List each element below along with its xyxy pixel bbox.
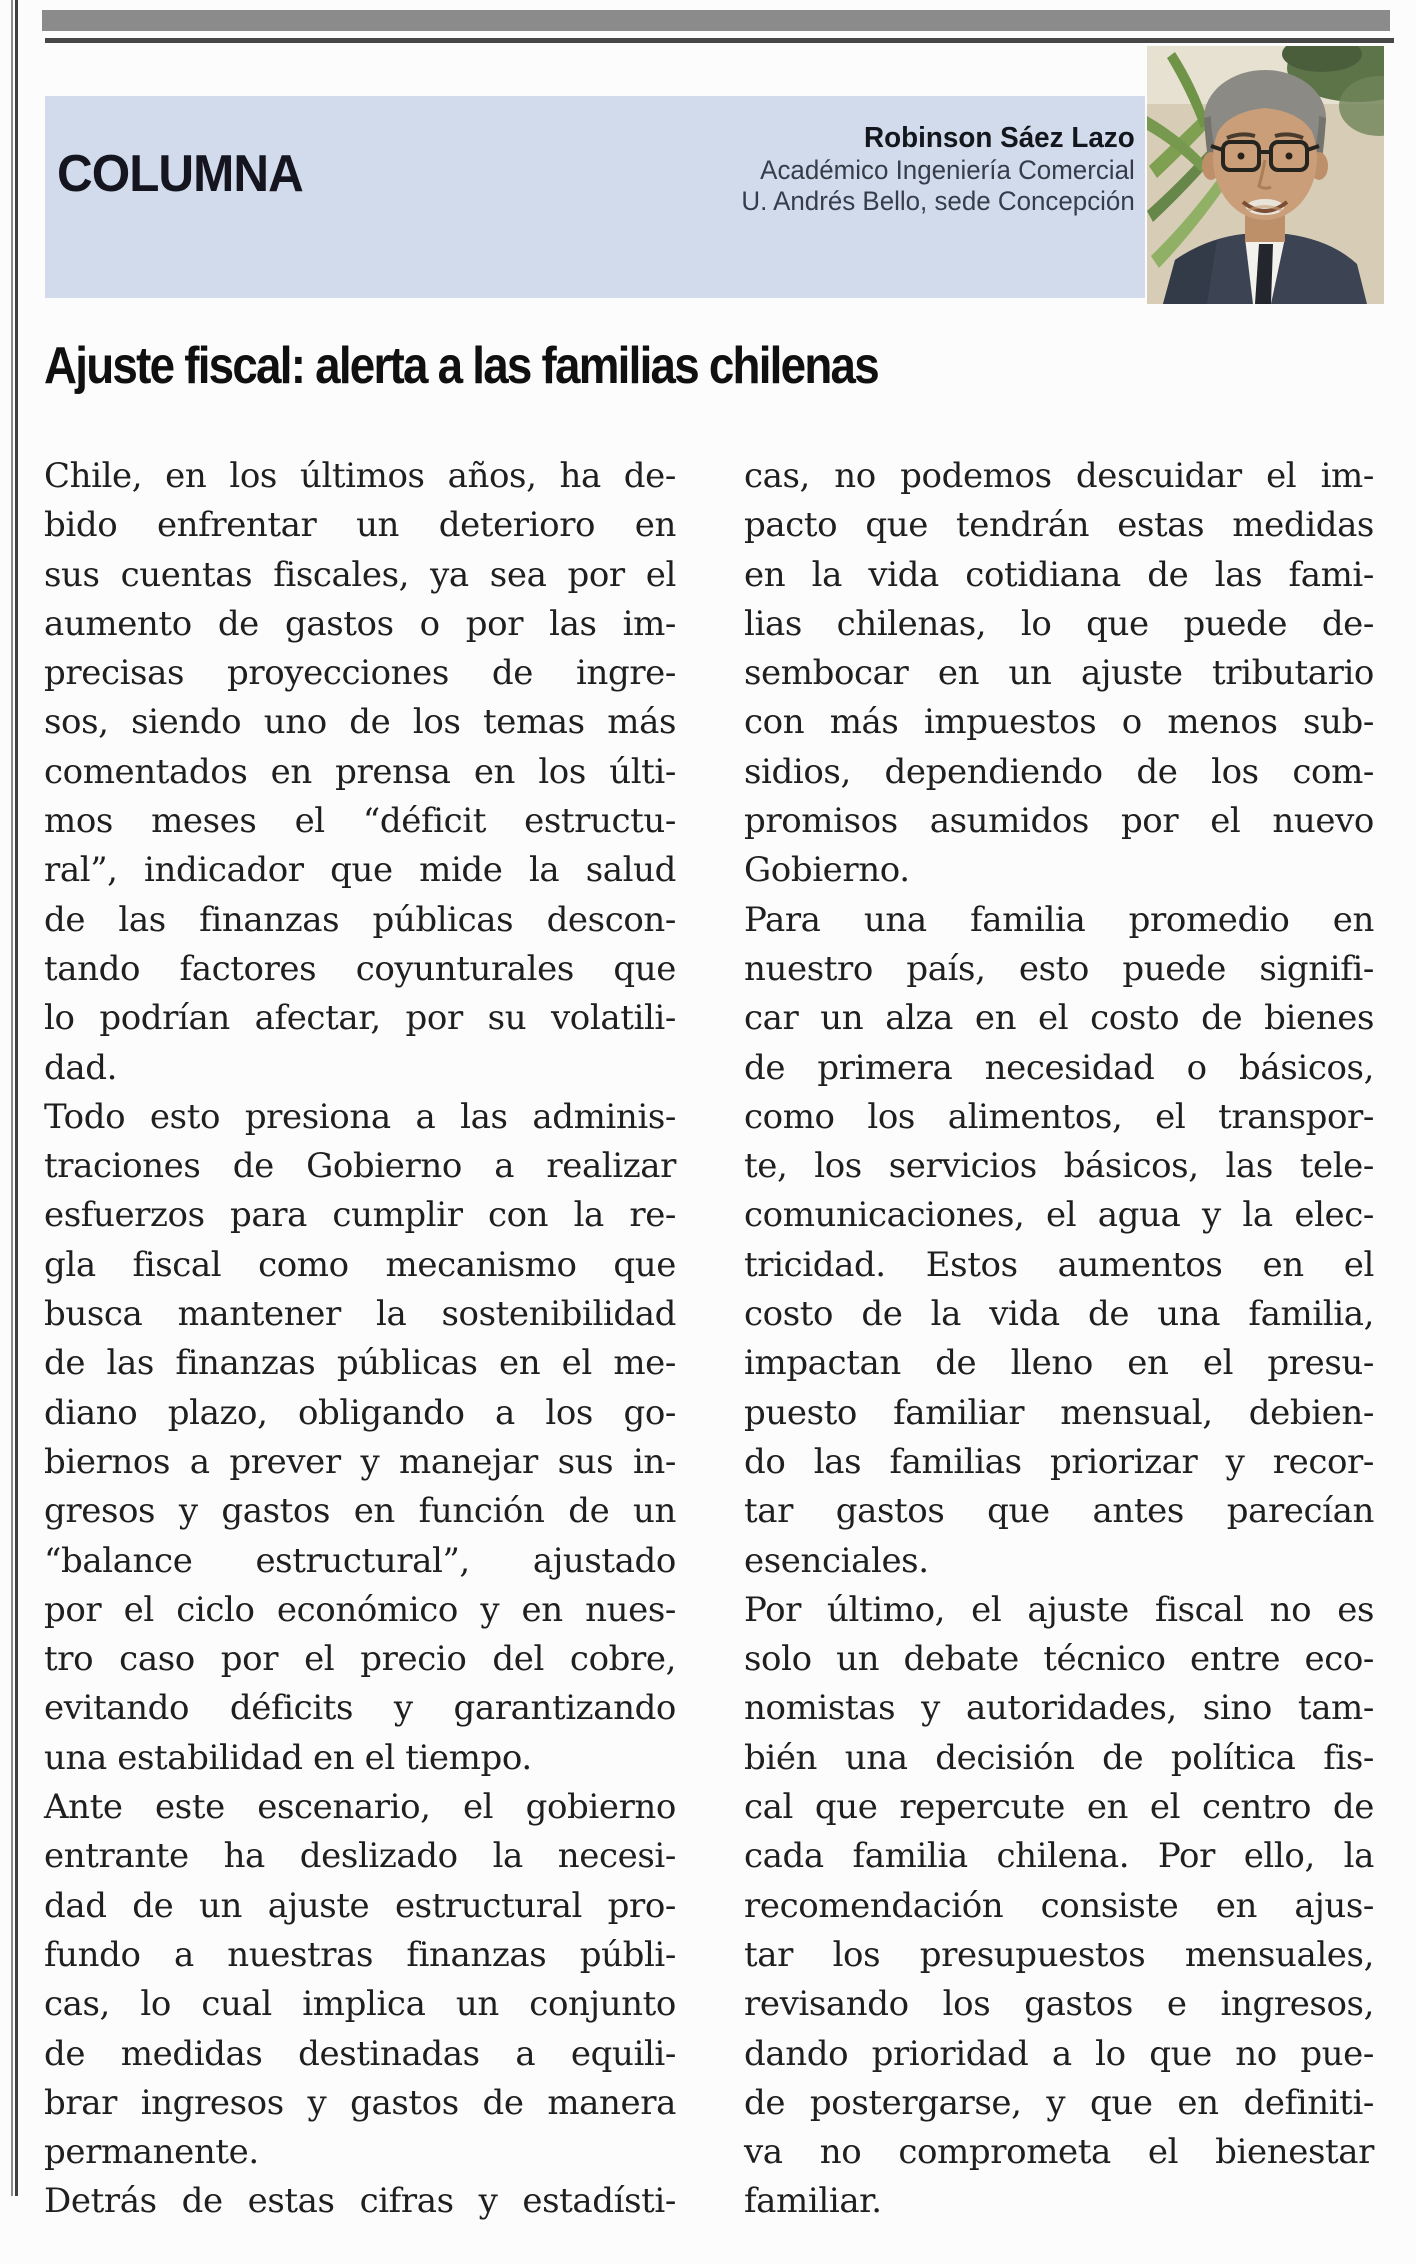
article-text-line: Gobierno. xyxy=(744,850,910,891)
article-text-line: lo podrían afectar, por su volatili- xyxy=(44,998,676,1039)
article-text-line: tar los presupuestos mensuales, xyxy=(744,1934,1374,1975)
article-text-line: dad. xyxy=(44,1047,118,1088)
article-text-line: tar gastos que antes parecían xyxy=(744,1491,1374,1532)
article-text-line: brar ingresos y gastos de manera xyxy=(44,2082,676,2123)
article-text-line: costo de la vida de una familia, xyxy=(744,1294,1374,1335)
article-text-line: do las familias priorizar y recor- xyxy=(744,1441,1374,1482)
article-text-line: aumento de gastos o por las im- xyxy=(44,603,676,644)
article-text-line: car un alza en el costo de bienes xyxy=(744,998,1374,1039)
article-text-line: fundo a nuestras finanzas públi- xyxy=(44,1934,676,1975)
article-text-line: comunicaciones, el agua y la elec- xyxy=(744,1195,1374,1236)
article-text-line: por el ciclo económico y en nues- xyxy=(44,1589,676,1630)
article-text-line: va no comprometa el bienestar xyxy=(744,2132,1374,2173)
article-text-line: recomendación consiste en ajus- xyxy=(744,1885,1374,1926)
article-text-line: evitando déficits y garantizando xyxy=(44,1688,676,1729)
article-text-line: de las finanzas públicas en el me- xyxy=(44,1343,676,1384)
article-text-line: busca mantener la sostenibilidad xyxy=(44,1294,676,1335)
article-text-line: en la vida cotidiana de las fami- xyxy=(744,554,1374,595)
article-text-line: cas, no podemos descuidar el im- xyxy=(744,456,1374,496)
article-text-line: Chile, en los últimos años, ha de- xyxy=(44,456,676,496)
author-name: Robinson Sáez Lazo xyxy=(864,122,1135,154)
article-text-line: Para una familia promedio en xyxy=(744,899,1374,940)
article-text-line: bido enfrentar un deterioro en xyxy=(44,505,676,546)
article-text-line: familiar. xyxy=(744,2181,882,2222)
article-text-line: de primera necesidad o básicos, xyxy=(744,1047,1374,1088)
article-text-line: promisos asumidos por el nuevo xyxy=(744,801,1374,842)
top-divider-rule xyxy=(45,38,1394,43)
article-text-line: sidios, dependiendo de los com- xyxy=(744,751,1374,792)
column-header-banner xyxy=(45,96,1145,298)
article-text-line: sus cuentas fiscales, ya sea por el xyxy=(44,554,676,595)
article-text-line: “balance estructural”, ajustado xyxy=(44,1540,676,1581)
article-text-line: dando prioridad a lo que no pue- xyxy=(744,2033,1374,2074)
article-text-line: solo un debate técnico entre eco- xyxy=(744,1639,1374,1680)
section-label: COLUMNA xyxy=(57,145,303,203)
article-text-line: mos meses el “déficit estructu- xyxy=(44,801,676,842)
article-text-line: Todo esto presiona a las adminis- xyxy=(44,1096,676,1137)
article-text-line: sos, siendo uno de los temas más xyxy=(44,702,676,743)
article-text-line: te, los servicios básicos, las tele- xyxy=(744,1146,1374,1187)
article-text-line: de medidas destinadas a equili- xyxy=(44,2033,676,2074)
author-photo-illustration xyxy=(1147,46,1384,304)
article-text-line: permanente. xyxy=(44,2132,259,2173)
article-text-line: lias chilenas, lo que puede de- xyxy=(744,603,1374,644)
article-text-line: puesto familiar mensual, debien- xyxy=(744,1392,1374,1433)
article-text-line: bién una decisión de política fis- xyxy=(744,1737,1374,1778)
article-text-line: cada familia chilena. Por ello, la xyxy=(744,1836,1374,1877)
article-text-line: biernos a prever y manejar sus in- xyxy=(44,1441,676,1482)
author-role: Académico Ingeniería Comercial xyxy=(760,155,1135,185)
article-text-line: cas, lo cual implica un conjunto xyxy=(44,1984,676,2025)
article-text-line: una estabilidad en el tiempo. xyxy=(44,1737,532,1778)
article-text-line: de las finanzas públicas descon- xyxy=(44,899,676,940)
article-headline: Ajuste fiscal: alerta a las familias chilenas xyxy=(44,337,878,395)
article-text-line: como los alimentos, el transpor- xyxy=(744,1096,1374,1137)
article-text-line: esfuerzos para cumplir con la re- xyxy=(44,1195,676,1236)
article-text-line: esenciales. xyxy=(744,1540,929,1581)
article-text-line: revisando los gastos e ingresos, xyxy=(744,1984,1374,2025)
article-text-line: dad de un ajuste estructural pro- xyxy=(44,1885,676,1926)
article-column-right xyxy=(744,452,1374,2227)
article-text-line: entrante ha deslizado la necesi- xyxy=(44,1836,676,1877)
author-affiliation: U. Andrés Bello, sede Concepción xyxy=(741,186,1135,216)
left-double-rule-inner xyxy=(15,0,18,2196)
article-text-line: Detrás de estas cifras y estadísti- xyxy=(44,2181,676,2222)
article-text-line: sembocar en un ajuste tributario xyxy=(744,653,1374,694)
article-text-line: de postergarse, y que en definiti- xyxy=(744,2082,1374,2123)
article-text-line: tro caso por el precio del cobre, xyxy=(44,1639,676,1680)
article-text-line: con más impuestos o menos sub- xyxy=(744,702,1374,743)
article-text-line: comentados en prensa en los últi- xyxy=(44,751,676,792)
article-text-line: traciones de Gobierno a realizar xyxy=(44,1146,676,1187)
article-text-line: nomistas y autoridades, sino tam- xyxy=(744,1688,1374,1729)
article-text-line: gresos y gastos en función de un xyxy=(44,1491,676,1532)
article-text-line: gla fiscal como mecanismo que xyxy=(44,1244,676,1285)
article-text-line: impactan de lleno en el presu- xyxy=(744,1343,1374,1384)
article-column-left xyxy=(44,452,676,2227)
article-text-line: pacto que tendrán estas medidas xyxy=(744,505,1374,546)
article-text-line: precisas proyecciones de ingre- xyxy=(44,653,676,694)
article-text-line: Por último, el ajuste fiscal no es xyxy=(744,1589,1374,1630)
article-text-line: tando factores coyunturales que xyxy=(44,948,676,989)
author-byline xyxy=(742,122,1135,217)
article-text-line: nuestro país, esto puede signifi- xyxy=(744,948,1374,989)
author-photo xyxy=(1147,46,1384,304)
article-text-line: tricidad. Estos aumentos en el xyxy=(744,1244,1374,1285)
top-gray-bar xyxy=(42,10,1390,31)
article-text-line: Ante este escenario, el gobierno xyxy=(44,1787,676,1828)
article-text-line: ral”, indicador que mide la salud xyxy=(44,850,676,891)
article-text-line: diano plazo, obligando a los go- xyxy=(44,1392,676,1433)
article-text-line: cal que repercute en el centro de xyxy=(744,1787,1374,1828)
left-double-rule-outer xyxy=(11,0,13,2196)
